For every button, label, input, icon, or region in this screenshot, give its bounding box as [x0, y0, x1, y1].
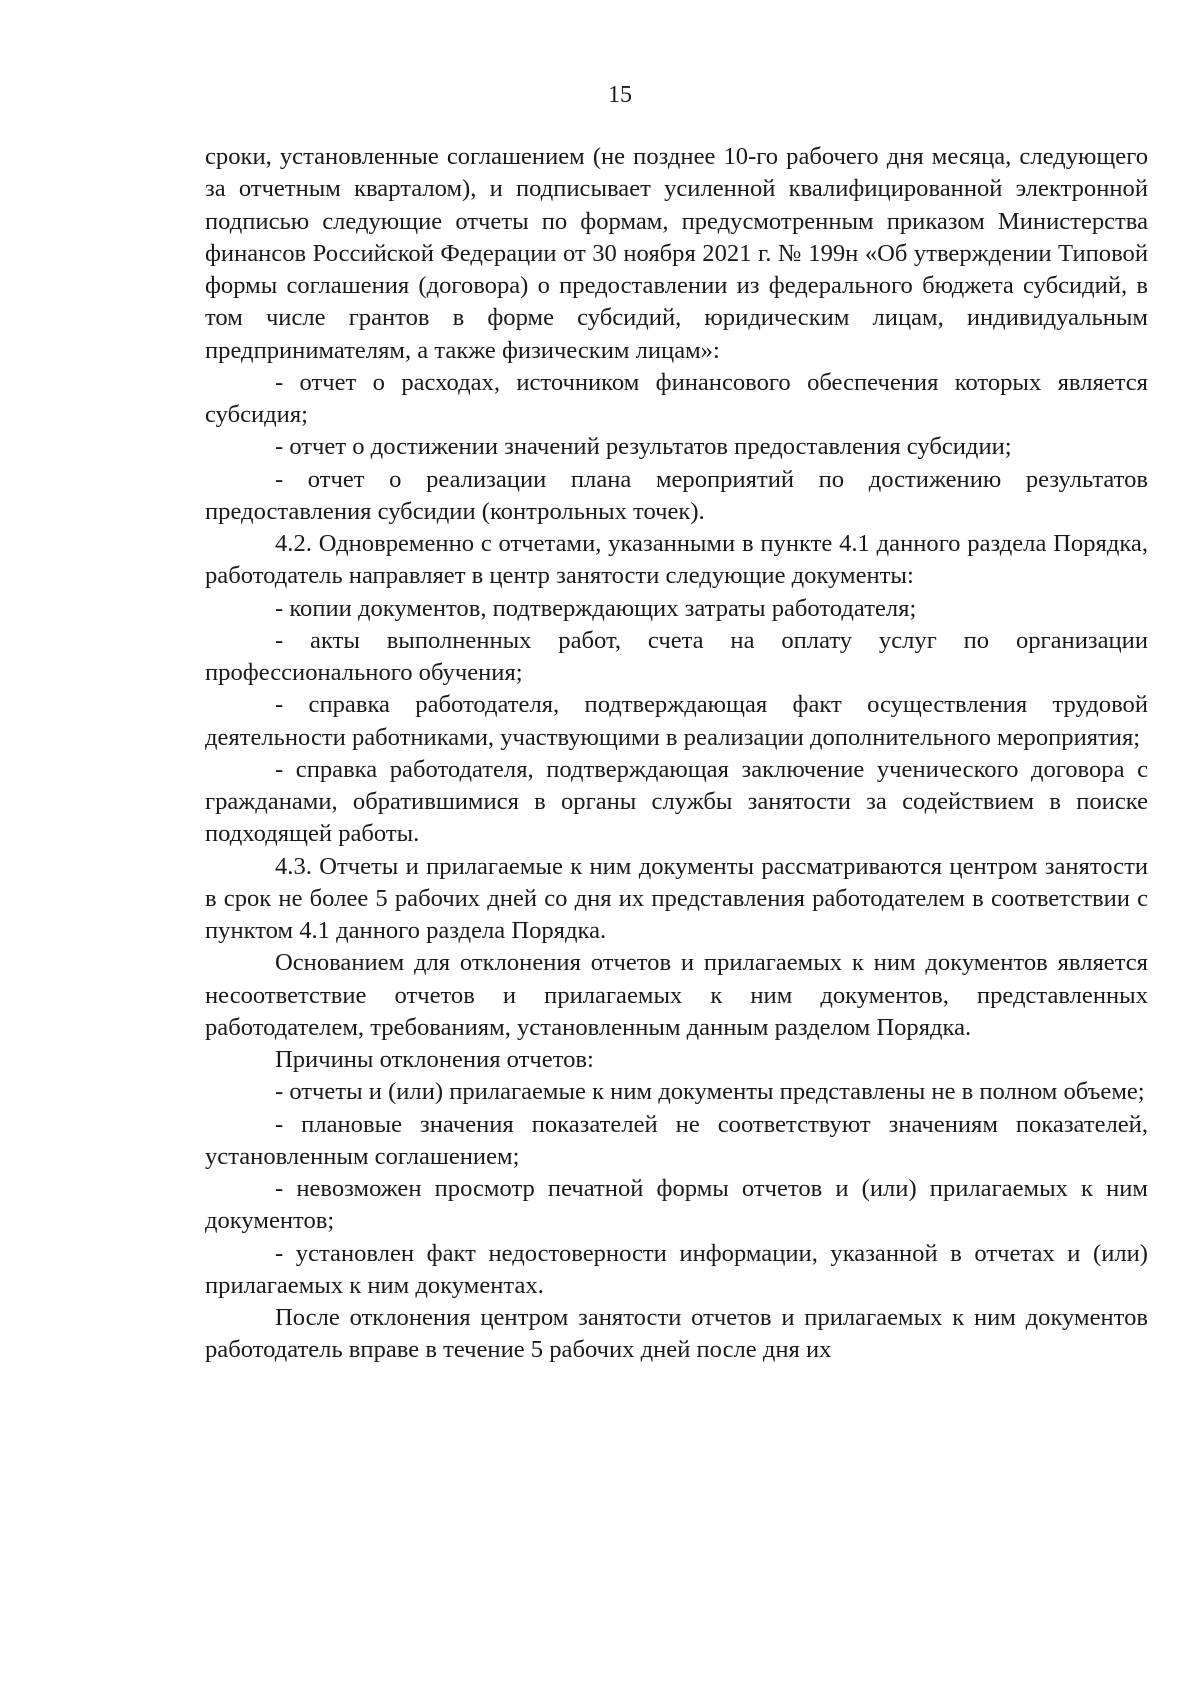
document-body [205, 141, 1148, 1367]
paragraph: - отчеты и (или) прилагаемые к ним документы представлены не в полном объеме; [275, 1078, 1145, 1106]
paragraph: - копии документов, подтверждающих затраты работодателя; [275, 594, 917, 622]
paragraph: Причины отклонения отчетов: [275, 1046, 594, 1073]
paragraph: Основанием для отклонения отчетов и прилагаемых к ним документов является несоответствие отчетов и прилагаемых к ним документов, представленных работодателем, требованиям, установленным данным разделом Порядка. [205, 949, 1148, 1041]
page-number: 15 [608, 82, 632, 108]
paragraph: 4.2. Одновременно с отчетами, указанными в пункте 4.1 данного раздела Порядка, работодатель направляет в центр занятости следующие документы: [205, 530, 1148, 590]
paragraph: 4.3. Отчеты и прилагаемые к ним документы рассматриваются центром занятости в срок не более 5 рабочих дней со дня их представления работодателем в соответствии с пунктом 4.1 данного раздела Порядка. [205, 852, 1148, 944]
paragraph: - справка работодателя, подтверждающая факт осуществления трудовой деятельности работниками, участвующими в реализации дополнительного мероприятия; [205, 691, 1148, 751]
paragraph: - отчет о достижении значений результатов предоставления субсидии; [275, 433, 1012, 461]
paragraph: - невозможен просмотр печатной формы отчетов и (или) прилагаемых к ним документов; [205, 1175, 1148, 1235]
paragraph: - акты выполненных работ, счета на оплату услуг по организации профессионального обучения; [205, 626, 1148, 686]
paragraph: - отчет о реализации плана мероприятий по достижению результатов предоставления субсидии (контрольных точек). [205, 465, 1148, 525]
paragraph: После отклонения центром занятости отчетов и прилагаемых к ним документов работодатель вправе в течение 5 рабочих дней после дня их [205, 1304, 1148, 1364]
paragraph: сроки, установленные соглашением (не позднее 10-го рабочего дня месяца, следующего за отчетным кварталом), и подписывает усиленной квалифицированной электронной подписью следующие отчеты по формам, предусмотренным приказом Министерства финансов Российской Федерации от 30 ноября 2021 г. № 199н «Об утверждении Типовой формы соглашения (договора) о предоставлении из федерального бюджета субсидий, в том числе грантов в форме субсидий, юридическим лицам, индивидуальным предпринимателям, а также физическим лицам»: [205, 143, 1148, 364]
paragraph: - справка работодателя, подтверждающая заключение ученического договора с гражданами, обратившимися в органы службы занятости за содействием в поиске подходящей работы. [205, 755, 1148, 848]
paragraph: - плановые значения показателей не соответствуют значениям показателей, установленным соглашением; [205, 1110, 1148, 1170]
paragraph: - установлен факт недостоверности информации, указанной в отчетах и (или) прилагаемых к ним документах. [205, 1239, 1148, 1299]
paragraph: - отчет о расходах, источником финансового обеспечения которых является субсидия; [205, 368, 1148, 428]
